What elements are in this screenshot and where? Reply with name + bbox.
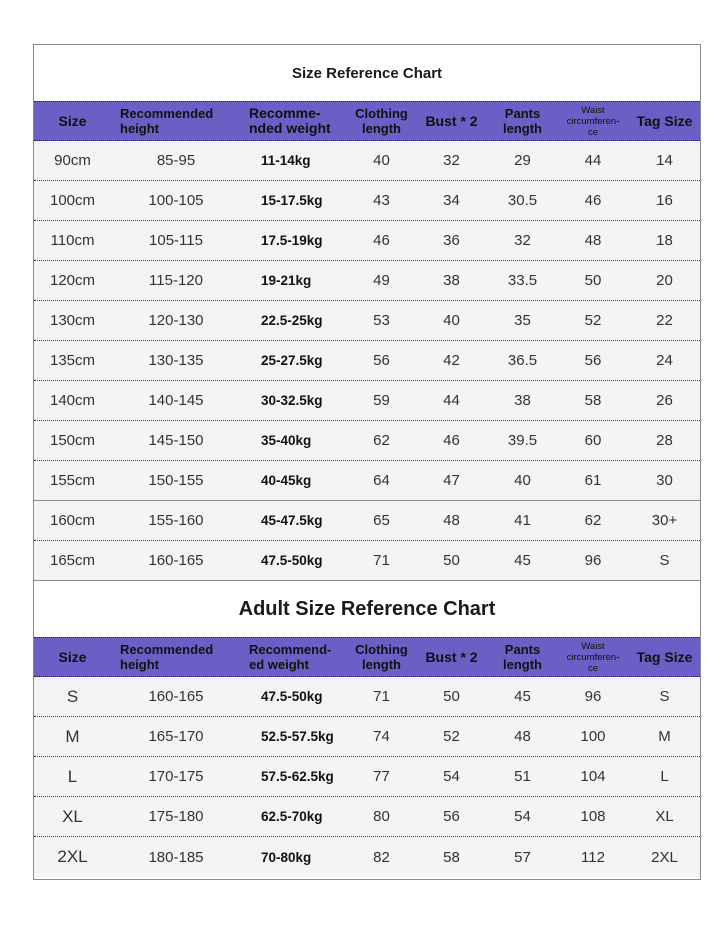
cell-clothing-length: 77 bbox=[373, 768, 390, 785]
cell-waist: 58 bbox=[584, 392, 602, 409]
cell-weight: 30-32.5kg bbox=[261, 393, 323, 408]
adult-header-clothing-length bbox=[348, 642, 415, 672]
cell-size: S bbox=[66, 686, 79, 706]
cell-bust: 56 bbox=[443, 808, 460, 825]
cell-waist: 46 bbox=[584, 192, 602, 209]
cell-pants-length: 32 bbox=[514, 232, 531, 249]
cell-height: 155-160 bbox=[148, 512, 204, 529]
cell-clothing-length: 71 bbox=[373, 552, 390, 569]
cell-height: 160-165 bbox=[148, 688, 204, 705]
cell-pants-length: 45 bbox=[514, 688, 531, 705]
cell-bust: 42 bbox=[443, 352, 460, 369]
cell-height: 180-185 bbox=[148, 848, 204, 866]
header-pants-length bbox=[488, 106, 557, 136]
header-weight bbox=[241, 106, 348, 136]
cell-pants-length: 29 bbox=[514, 152, 531, 169]
cell-height: 115-120 bbox=[149, 272, 203, 289]
table-row bbox=[34, 837, 700, 877]
cell-pants-length: 35 bbox=[514, 312, 531, 329]
cell-pants-length: 45 bbox=[514, 552, 531, 569]
cell-size: 140cm bbox=[49, 392, 96, 409]
cell-clothing-length: 46 bbox=[373, 232, 390, 249]
cell-tag-size: 30 bbox=[656, 472, 673, 489]
kids-chart-title: Size Reference Chart bbox=[291, 64, 443, 82]
header-waist-line2: circumferen- bbox=[566, 115, 620, 127]
cell-waist: 112 bbox=[581, 848, 605, 866]
header-clothing-line1: Clothing bbox=[355, 106, 408, 121]
cell-size: 2XL bbox=[57, 847, 88, 866]
table-row bbox=[34, 797, 700, 837]
cell-size: M bbox=[65, 726, 80, 746]
cell-weight: 40-45kg bbox=[261, 473, 312, 488]
table-row bbox=[34, 757, 700, 797]
table-row bbox=[34, 181, 700, 221]
table-row bbox=[34, 717, 700, 757]
adult-header-pants-line1: Pants bbox=[504, 642, 541, 657]
cell-pants-length: 51 bbox=[514, 768, 531, 785]
cell-size: 100cm bbox=[49, 192, 96, 209]
cell-height: 160-165 bbox=[148, 552, 204, 569]
cell-height: 150-155 bbox=[148, 472, 204, 489]
cell-pants-length: 57 bbox=[514, 848, 531, 866]
cell-tag-size: M bbox=[658, 728, 671, 745]
table-row bbox=[34, 261, 700, 301]
cell-pants-length: 36.5 bbox=[507, 352, 538, 369]
cell-bust: 38 bbox=[443, 272, 460, 289]
cell-size: L bbox=[67, 766, 78, 786]
cell-clothing-length: 62 bbox=[373, 432, 390, 449]
cell-clothing-length: 64 bbox=[373, 472, 390, 489]
header-pants-line2: length bbox=[503, 121, 542, 136]
cell-weight: 57.5-62.5kg bbox=[261, 769, 334, 784]
cell-waist: 60 bbox=[584, 432, 602, 449]
cell-height: 105-115 bbox=[149, 232, 203, 249]
cell-weight: 11-14kg bbox=[261, 153, 311, 168]
cell-pants-length: 39.5 bbox=[507, 432, 538, 449]
cell-clothing-length: 43 bbox=[373, 192, 390, 209]
kids-table-body bbox=[34, 141, 700, 581]
cell-weight: 25-27.5kg bbox=[261, 353, 323, 368]
cell-bust: 47 bbox=[443, 472, 460, 489]
adult-header-pants-line2: length bbox=[503, 657, 542, 672]
cell-weight: 35-40kg bbox=[261, 433, 312, 448]
header-height-line2: height bbox=[120, 121, 159, 136]
adult-header-height-line2: height bbox=[120, 657, 159, 672]
cell-size: XL bbox=[62, 806, 83, 826]
cell-size: 110cm bbox=[50, 232, 95, 249]
header-height bbox=[111, 106, 241, 136]
cell-weight: 17.5-19kg bbox=[261, 233, 323, 248]
cell-bust: 58 bbox=[443, 848, 460, 866]
cell-clothing-length: 74 bbox=[373, 728, 390, 745]
cell-height: 175-180 bbox=[148, 808, 204, 825]
adult-header-height-line1: Recommended bbox=[120, 642, 214, 657]
cell-bust: 52 bbox=[443, 728, 460, 745]
cell-pants-length: 30.5 bbox=[507, 192, 538, 209]
cell-waist: 96 bbox=[584, 688, 602, 705]
adult-header-weight bbox=[241, 642, 348, 672]
adult-header-bust: Bust * 2 bbox=[425, 648, 478, 665]
cell-size: 165cm bbox=[49, 552, 96, 569]
table-row bbox=[34, 381, 700, 421]
adult-header-waist bbox=[557, 641, 629, 674]
cell-tag-size: 18 bbox=[656, 232, 673, 249]
cell-tag-size: 20 bbox=[656, 272, 673, 289]
cell-waist: 104 bbox=[580, 768, 606, 785]
cell-size: 160cm bbox=[49, 512, 96, 529]
header-weight-line1: Recomme- bbox=[249, 105, 321, 121]
cell-size: 150cm bbox=[49, 432, 96, 449]
cell-weight: 19-21kg bbox=[261, 273, 312, 288]
cell-height: 100-105 bbox=[148, 192, 204, 209]
table-row bbox=[34, 301, 700, 341]
table-row bbox=[34, 141, 700, 181]
cell-pants-length: 38 bbox=[514, 392, 531, 409]
cell-bust: 40 bbox=[443, 312, 460, 329]
cell-waist: 52 bbox=[584, 312, 602, 329]
table-row bbox=[34, 501, 700, 541]
header-clothing-length bbox=[348, 106, 415, 136]
cell-weight: 62.5-70kg bbox=[261, 809, 323, 824]
cell-tag-size: S bbox=[659, 688, 670, 705]
cell-size: 130cm bbox=[49, 312, 96, 329]
adult-header-waist-line2: circumferen- bbox=[566, 651, 620, 663]
adult-chart-title: Adult Size Reference Chart bbox=[238, 597, 496, 620]
header-waist-line3: ce bbox=[587, 126, 599, 138]
cell-bust: 54 bbox=[443, 768, 460, 785]
cell-bust: 36 bbox=[443, 232, 460, 249]
cell-waist: 44 bbox=[584, 152, 602, 169]
table-row bbox=[34, 677, 700, 717]
adult-table-header bbox=[34, 637, 700, 677]
cell-tag-size: 24 bbox=[656, 352, 673, 369]
cell-waist: 50 bbox=[584, 272, 602, 289]
adult-header-waist-line1: Waist bbox=[581, 640, 605, 652]
adult-header-clothing-line2: length bbox=[362, 657, 401, 672]
cell-waist: 56 bbox=[584, 352, 602, 369]
cell-pants-length: 54 bbox=[514, 808, 531, 825]
header-height-line1: Recommended bbox=[120, 106, 214, 121]
cell-tag-size: 28 bbox=[656, 432, 673, 449]
cell-waist: 96 bbox=[584, 552, 602, 569]
cell-pants-length: 33.5 bbox=[507, 272, 538, 289]
header-pants-line1: Pants bbox=[504, 106, 541, 121]
cell-height: 170-175 bbox=[148, 768, 204, 785]
cell-weight: 70-80kg bbox=[261, 849, 312, 865]
cell-clothing-length: 71 bbox=[373, 688, 390, 705]
cell-height: 145-150 bbox=[148, 432, 204, 449]
cell-weight: 15-17.5kg bbox=[261, 193, 323, 208]
cell-waist: 61 bbox=[584, 472, 602, 489]
cell-pants-length: 40 bbox=[514, 472, 531, 489]
header-size: Size bbox=[58, 112, 87, 129]
table-row bbox=[34, 341, 700, 381]
table-row bbox=[34, 461, 700, 501]
cell-size: 90cm bbox=[54, 152, 91, 169]
table-row bbox=[34, 221, 700, 261]
cell-clothing-length: 65 bbox=[373, 512, 390, 529]
cell-waist: 48 bbox=[584, 232, 602, 249]
adult-header-height bbox=[111, 642, 241, 672]
header-waist-line1: Waist bbox=[581, 104, 605, 116]
cell-bust: 44 bbox=[443, 392, 460, 409]
adult-header-clothing-line1: Clothing bbox=[355, 642, 408, 657]
cell-height: 140-145 bbox=[148, 392, 204, 409]
cell-weight: 47.5-50kg bbox=[261, 553, 323, 568]
cell-clothing-length: 59 bbox=[373, 392, 390, 409]
cell-size: 120cm bbox=[49, 272, 96, 289]
cell-waist: 108 bbox=[580, 808, 606, 825]
cell-tag-size: 26 bbox=[656, 392, 673, 409]
adult-header-pants-length bbox=[488, 642, 557, 672]
header-bust: Bust * 2 bbox=[425, 112, 478, 129]
cell-clothing-length: 56 bbox=[373, 352, 390, 369]
cell-tag-size: 30+ bbox=[651, 512, 678, 529]
cell-tag-size: L bbox=[660, 768, 669, 785]
cell-weight: 45-47.5kg bbox=[261, 513, 323, 528]
header-weight-line2: nded weight bbox=[249, 120, 331, 136]
cell-tag-size: 16 bbox=[656, 192, 673, 209]
cell-tag-size: S bbox=[659, 552, 670, 569]
cell-bust: 46 bbox=[443, 432, 460, 449]
cell-height: 130-135 bbox=[148, 352, 204, 369]
header-clothing-line2: length bbox=[362, 121, 401, 136]
cell-height: 85-95 bbox=[156, 152, 196, 169]
cell-bust: 34 bbox=[443, 192, 460, 209]
cell-height: 165-170 bbox=[148, 728, 204, 745]
cell-bust: 50 bbox=[443, 552, 460, 569]
cell-clothing-length: 53 bbox=[373, 312, 390, 329]
adult-header-weight-line1: Recommend- bbox=[249, 642, 332, 657]
adult-table-body bbox=[34, 677, 700, 877]
cell-waist: 62 bbox=[584, 512, 602, 529]
adult-header-tag-size: Tag Size bbox=[636, 648, 693, 665]
header-tag-size: Tag Size bbox=[636, 112, 693, 129]
cell-tag-size: XL bbox=[655, 808, 674, 825]
cell-clothing-length: 40 bbox=[373, 152, 390, 169]
cell-bust: 32 bbox=[443, 152, 460, 169]
cell-weight: 22.5-25kg bbox=[261, 313, 323, 328]
table-row bbox=[34, 421, 700, 461]
cell-tag-size: 14 bbox=[656, 152, 673, 169]
cell-tag-size: 22 bbox=[656, 312, 673, 329]
cell-waist: 100 bbox=[580, 728, 606, 745]
size-chart-frame bbox=[33, 44, 701, 880]
cell-height: 120-130 bbox=[148, 312, 204, 329]
header-waist bbox=[557, 105, 629, 138]
cell-size: 155cm bbox=[49, 472, 96, 489]
cell-size: 135cm bbox=[49, 352, 96, 369]
kids-table-header bbox=[34, 101, 700, 141]
cell-clothing-length: 49 bbox=[373, 272, 390, 289]
cell-weight: 47.5-50kg bbox=[261, 689, 323, 704]
table-row bbox=[34, 541, 700, 581]
adult-header-size: Size bbox=[58, 648, 87, 665]
cell-pants-length: 48 bbox=[514, 728, 531, 745]
cell-bust: 48 bbox=[443, 512, 460, 529]
cell-tag-size: 2XL bbox=[651, 848, 678, 866]
cell-weight: 52.5-57.5kg bbox=[261, 729, 334, 744]
cell-clothing-length: 80 bbox=[373, 808, 390, 825]
cell-clothing-length: 82 bbox=[373, 848, 390, 866]
cell-pants-length: 41 bbox=[514, 512, 531, 529]
adult-header-weight-line2: ed weight bbox=[249, 657, 309, 672]
cell-bust: 50 bbox=[443, 688, 460, 705]
adult-header-waist-line3: ce bbox=[587, 662, 599, 674]
